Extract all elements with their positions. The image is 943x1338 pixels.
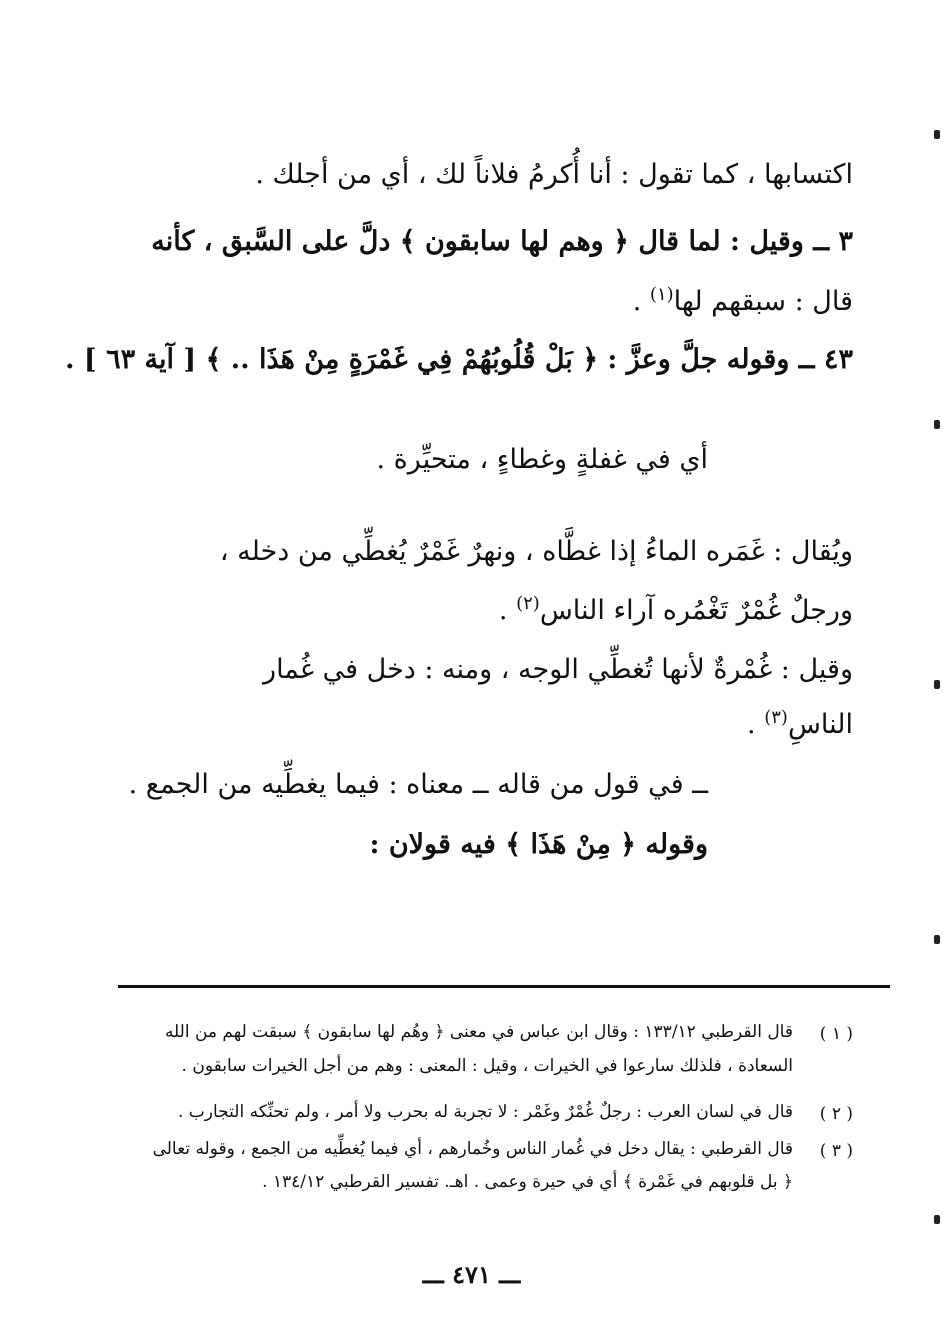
text-line-7: ورجلٌ غُمْرٌ تَغْمُره آراء الناس$^{(٢)}$ . — [498, 593, 853, 626]
text-line-3: قال : سبقهم لها$^{(١)}$ . — [632, 284, 853, 317]
footnote-ref-3: (٣) — [764, 707, 788, 728]
footnote-number-3: ( ٣ ) — [819, 1141, 853, 1161]
footnote-number-1: ( ١ ) — [819, 1024, 853, 1044]
page-number: ـــ ٤٧١ ـــ — [422, 1260, 521, 1289]
scan-edge-mark — [934, 680, 940, 689]
scan-edge-mark — [934, 420, 940, 429]
scan-edge-mark — [934, 1215, 940, 1224]
footnote-line-2: قال في لسان العرب : رجلٌ غُمْرٌ وغَمْر : لا تجربة له بحرب ولا أمر ، ولم تحنِّكه التجارب . — [177, 1102, 793, 1122]
text-line-6: ويُقال : غَمَره الماءُ إذا غطَّاه ، ونهرٌ غَمْرٌ يُغطِّي من دخله ، — [219, 536, 853, 567]
text-line-8: وقيل : غُمْرةٌ لأنها تُغطِّي الوجه ، ومنه : دخل في غُمار — [263, 654, 853, 685]
footnote-separator — [118, 985, 890, 988]
footnote-ref-1: (١) — [649, 284, 674, 305]
verse-heading-43: ٤٣ ــ وقوله جلَّ وعزَّ : ﴿ بَلْ قُلُوبُهُمْ فِي غَمْرَةٍ مِنْ هَذَا .. ﴾ [ آية ٦٣ ] . — [65, 344, 853, 375]
footnote-line-3b: ﴿ بل قلوبهم في غَمْرة ﴾ أي في حيرة وعمى . اهـ. تفسير القرطبي ١٣٤/١٢ . — [262, 1172, 793, 1192]
footnote-line-3a: قال القرطبي : يقال دخل في غُمار الناس وخُمارهم ، أي فيما يُغطِّيه من الجمع ، وقوله تعالى — [152, 1139, 793, 1159]
text-line-2: ٣ ــ وقيل : لما قال ﴿ وهم لها سابقون ﴾ دلَّ على السَّبق ، كأنه — [151, 226, 853, 257]
text-line-1: اكتسابها ، كما تقول : أنا أُكرمُ فلاناً لك ، أي من أجلك . — [255, 159, 853, 190]
footnote-line-1b: السعادة ، فلذلك سارعوا في الخيرات ، وقيل : المعنى : وهم من أجل الخيرات سابقون . — [181, 1056, 793, 1076]
scan-edge-mark — [934, 935, 940, 944]
footnote-line-1a: قال القرطبي ١٣٣/١٢ : وقال ابن عباس في معنى ﴿ وهُم لها سابقون ﴾ سبقت لهم من الله — [164, 1022, 793, 1042]
text-line-10: ــ في قول من قاله ــ معناه : فيما يغطِّيه من الجمع . — [128, 769, 708, 800]
text-line-9: الناسِ$^{(٣)}$ . — [747, 707, 853, 740]
scan-edge-mark — [934, 130, 940, 139]
footnote-ref-2: (٢) — [516, 593, 540, 614]
text-line-11: وقوله ﴿ مِنْ هَذَا ﴾ فيه قولان : — [369, 829, 708, 860]
text-line-5: أي في غفلةٍ وغطاءٍ ، متحيِّرة . — [376, 444, 708, 475]
footnote-number-2: ( ٢ ) — [819, 1104, 853, 1124]
